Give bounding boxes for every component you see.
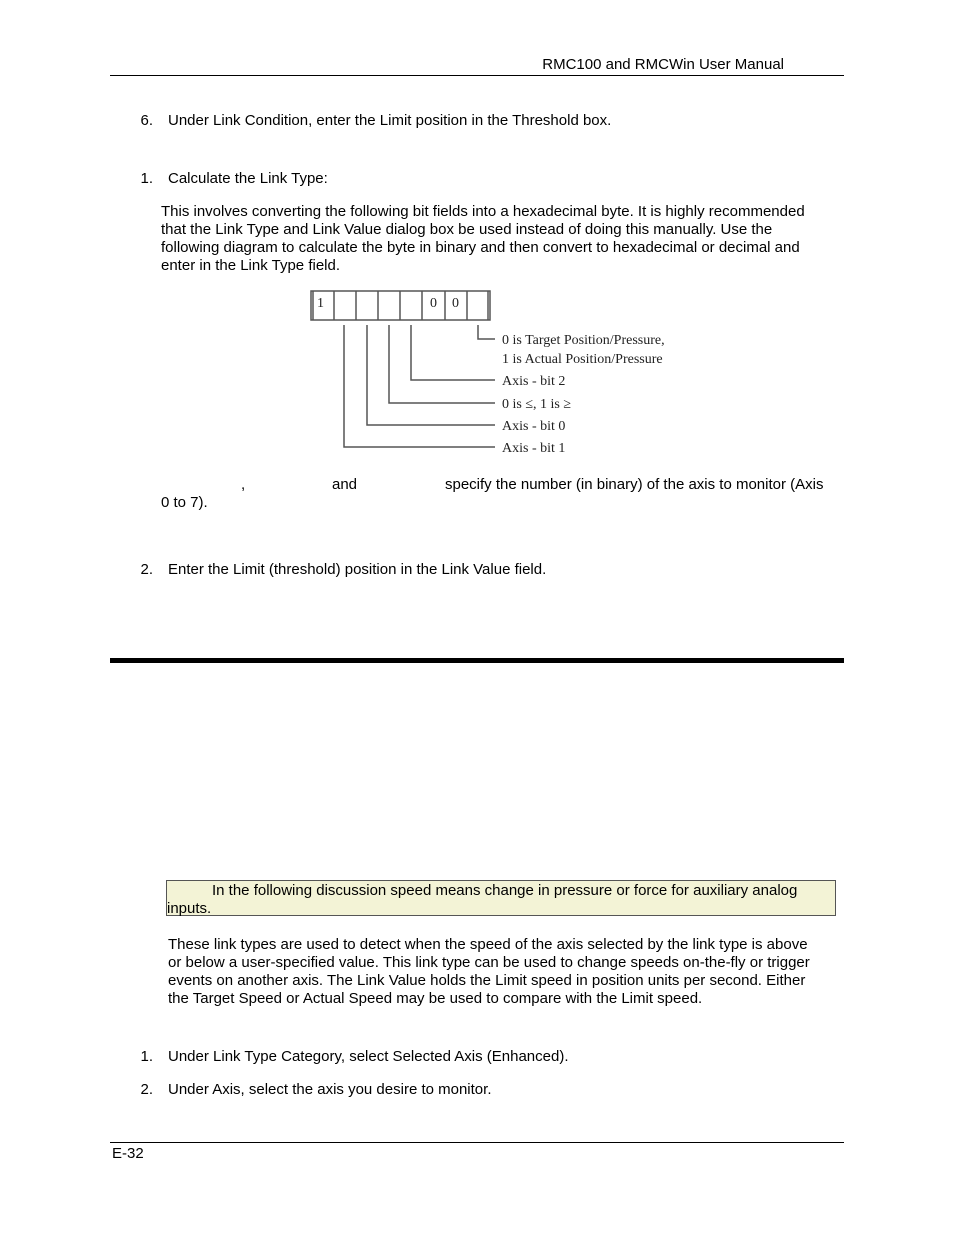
axis-para-and: and [332,476,358,493]
step-number: 2. [140,561,153,578]
paragraph-line: that the Link Type and Link Value dialog box be used instead of doing this manually. Use the [161,221,773,238]
section-rule [110,658,844,663]
note-text-line2: inputs. [167,900,212,917]
step-number: 1. [140,170,153,187]
bit-field-diagram [300,285,700,465]
diagram-label-axis-bit-1: Axis - bit 1 [502,441,566,456]
diagram-label-pos-type-2: 1 is Actual Position/Pressure [502,352,663,367]
page-number: E-32 [112,1145,144,1162]
bit-cell-value: 0 [452,296,459,311]
footer-rule [110,1142,844,1143]
step-number: 1. [140,1048,153,1065]
step-text: Under Link Condition, enter the Limit position in the Threshold box. [168,112,612,129]
diagram-label-axis-bit-2: Axis - bit 2 [502,374,566,389]
step-text: Under Axis, select the axis you desire to monitor. [168,1081,492,1098]
bit-cell-value: 0 [430,296,437,311]
bit-cell-value: 1 [317,296,324,311]
axis-para-comma: , [241,476,246,493]
running-header: RMC100 and RMCWin User Manual [542,56,784,73]
diagram-label-axis-bit-0: Axis - bit 0 [502,419,566,434]
paragraph-line: events on another axis. The Link Value holds the Limit speed in position units per second. Either [168,972,806,989]
diagram-label-pos-type: 0 is Target Position/Pressure, [502,333,665,348]
paragraph-line: the Target Speed or Actual Speed may be used to compare with the Limit speed. [168,990,703,1007]
axis-para-line2: 0 to 7). [161,494,208,511]
paragraph-line: These link types are used to detect when the speed of the axis selected by the link type is above [168,936,808,953]
header-rule [110,75,844,76]
note-box [166,880,836,916]
paragraph-line: following diagram to calculate the byte in binary and then convert to hexadecimal or decimal and [161,239,800,256]
paragraph-line: or below a user-specified value. This link type can be used to change speeds on-the-fly or trigger [168,954,810,971]
diagram-label-compare: 0 is ≤, 1 is ≥ [502,397,572,412]
step-number: 6. [140,112,153,129]
step-text: Under Link Type Category, select Selected Axis (Enhanced). [168,1048,569,1065]
paragraph-line: enter in the Link Type field. [161,257,341,274]
note-text-line1: In the following discussion speed means change in pressure or force for auxiliary analog [212,882,798,899]
paragraph-line: This involves converting the following bit fields into a hexadecimal byte. It is highly recommended [161,203,805,220]
axis-para-tail: specify the number (in binary) of the axis to monitor (Axis [445,476,824,493]
step-text: Enter the Limit (threshold) position in the Link Value field. [168,561,547,578]
step-text: Calculate the Link Type: [168,170,328,187]
step-number: 2. [140,1081,153,1098]
